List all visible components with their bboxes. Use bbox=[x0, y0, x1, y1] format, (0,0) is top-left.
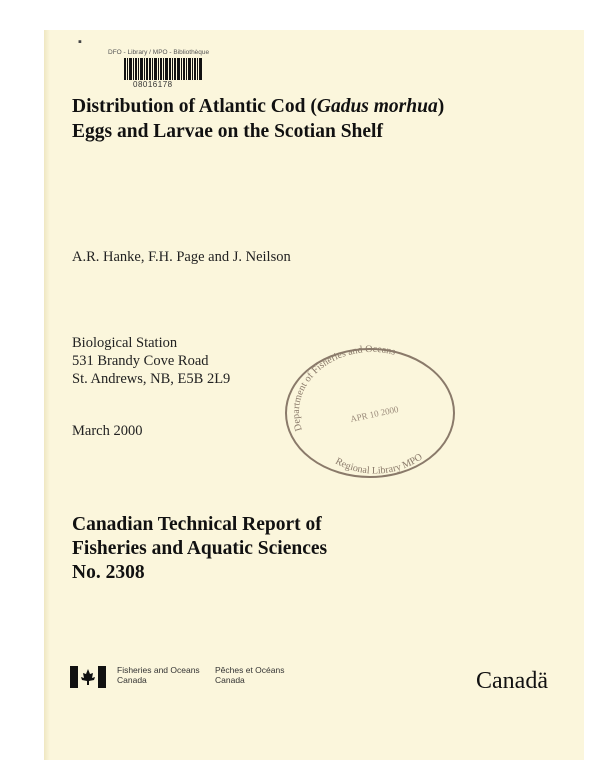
library-stamp bbox=[280, 335, 455, 480]
library-label: DFO - Library / MPO - Bibliothèque bbox=[108, 49, 210, 56]
scan-mark: ▪ bbox=[78, 36, 82, 48]
barcode-icon bbox=[124, 58, 202, 80]
stamp-date: APR 10 2000 bbox=[349, 404, 400, 425]
dept-name-en bbox=[117, 665, 200, 685]
title-line-2: Eggs and Larvae on the Scotian Shelf bbox=[72, 121, 383, 142]
dept-fr-line: Canada bbox=[215, 675, 245, 685]
dept-name-fr bbox=[215, 665, 284, 685]
dept-en-line: Fisheries and Oceans bbox=[117, 665, 200, 675]
address-line: St. Andrews, NB, E5B 2L9 bbox=[72, 371, 231, 387]
authors: A.R. Hanke, F.H. Page and J. Neilson bbox=[72, 249, 291, 265]
canada-flag-icon bbox=[70, 666, 106, 688]
series-line: No. 2308 bbox=[72, 562, 145, 583]
dept-en-line: Canada bbox=[117, 675, 147, 685]
title-line-1: Distribution of Atlantic Cod (Gadus morhua) bbox=[72, 96, 445, 117]
address-block bbox=[72, 334, 230, 388]
address-line: Biological Station bbox=[72, 335, 178, 351]
publication-date: March 2000 bbox=[72, 423, 143, 439]
canada-wordmark: Canadä bbox=[476, 668, 548, 694]
barcode-number: 08016178 bbox=[133, 80, 173, 89]
stamp-bottom-text: Regional Library MPO bbox=[333, 451, 425, 477]
series-line: Fisheries and Aquatic Sciences bbox=[72, 538, 328, 559]
stamp-top-text: Department of Fisheries and Oceans bbox=[290, 343, 397, 433]
series-title bbox=[72, 513, 327, 585]
address-line: 531 Brandy Cove Road bbox=[72, 353, 209, 369]
dept-fr-line: Pêches et Océans bbox=[215, 665, 285, 675]
report-title bbox=[72, 94, 444, 144]
page-edge-shadow bbox=[44, 30, 50, 760]
series-line: Canadian Technical Report of bbox=[72, 514, 322, 535]
